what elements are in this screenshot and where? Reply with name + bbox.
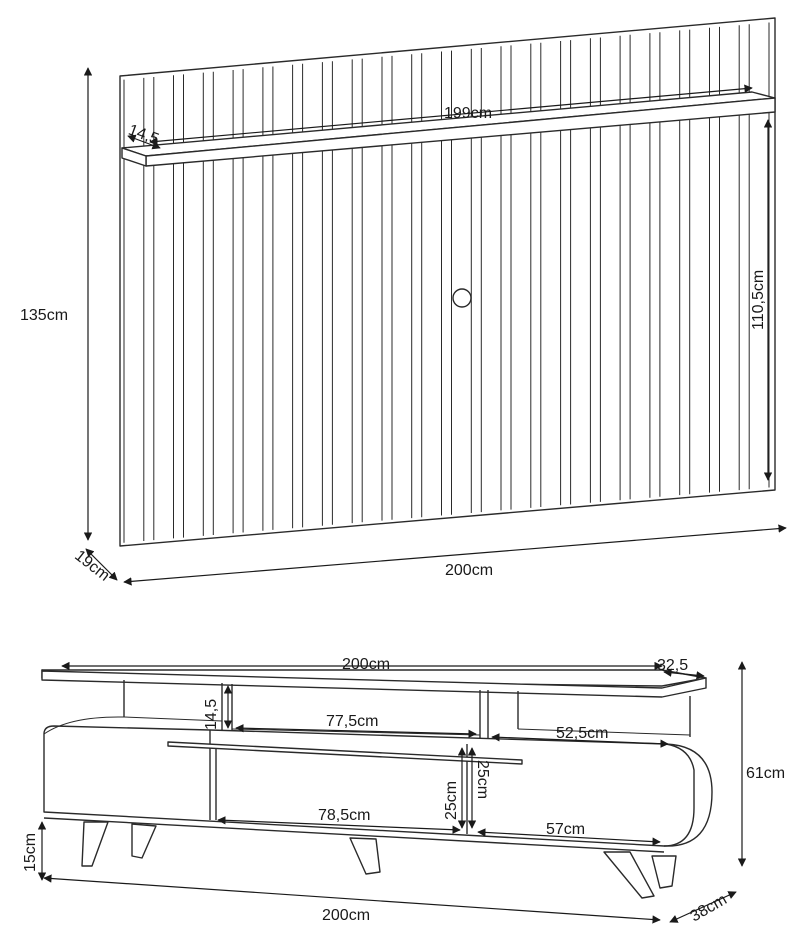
side-niche-width-label: 52,5cm [556,725,609,742]
wall-panel [120,18,775,546]
shelf-width-label: 199cm [444,105,493,122]
side-drawer-width-label: 57cm [546,821,586,838]
niche-width-label: 77,5cm [326,713,379,730]
shelf-height-label: 110,5cm [750,269,767,330]
panel-shelf [122,92,775,166]
panel-width-label: 200cm [445,562,494,579]
rack-top-depth-label: 32,5 [657,657,689,674]
cable-hole [453,289,471,307]
shelf-depth-label: 14,5 [125,121,162,149]
rack-total-height-label: 61cm [746,765,786,782]
rack-depth-label: 38cm [687,891,730,926]
niche-height-label: 14,5 [203,698,220,730]
panel-depth-label: 19cm [71,547,113,585]
panel-outline [120,18,775,546]
panel-dimensions [20,68,786,585]
leg-height-label: 15cm [22,832,39,872]
drawer-width-label: 78,5cm [318,807,371,824]
drawer-height-right-label: 25cm [474,760,491,800]
rack-top-width-label: 200cm [342,656,391,673]
panel-height-label: 135cm [20,307,69,324]
tv-rack [42,670,712,898]
drawer-height-left-label: 25cm [443,780,460,820]
rack-base-width-label: 200cm [322,907,371,924]
